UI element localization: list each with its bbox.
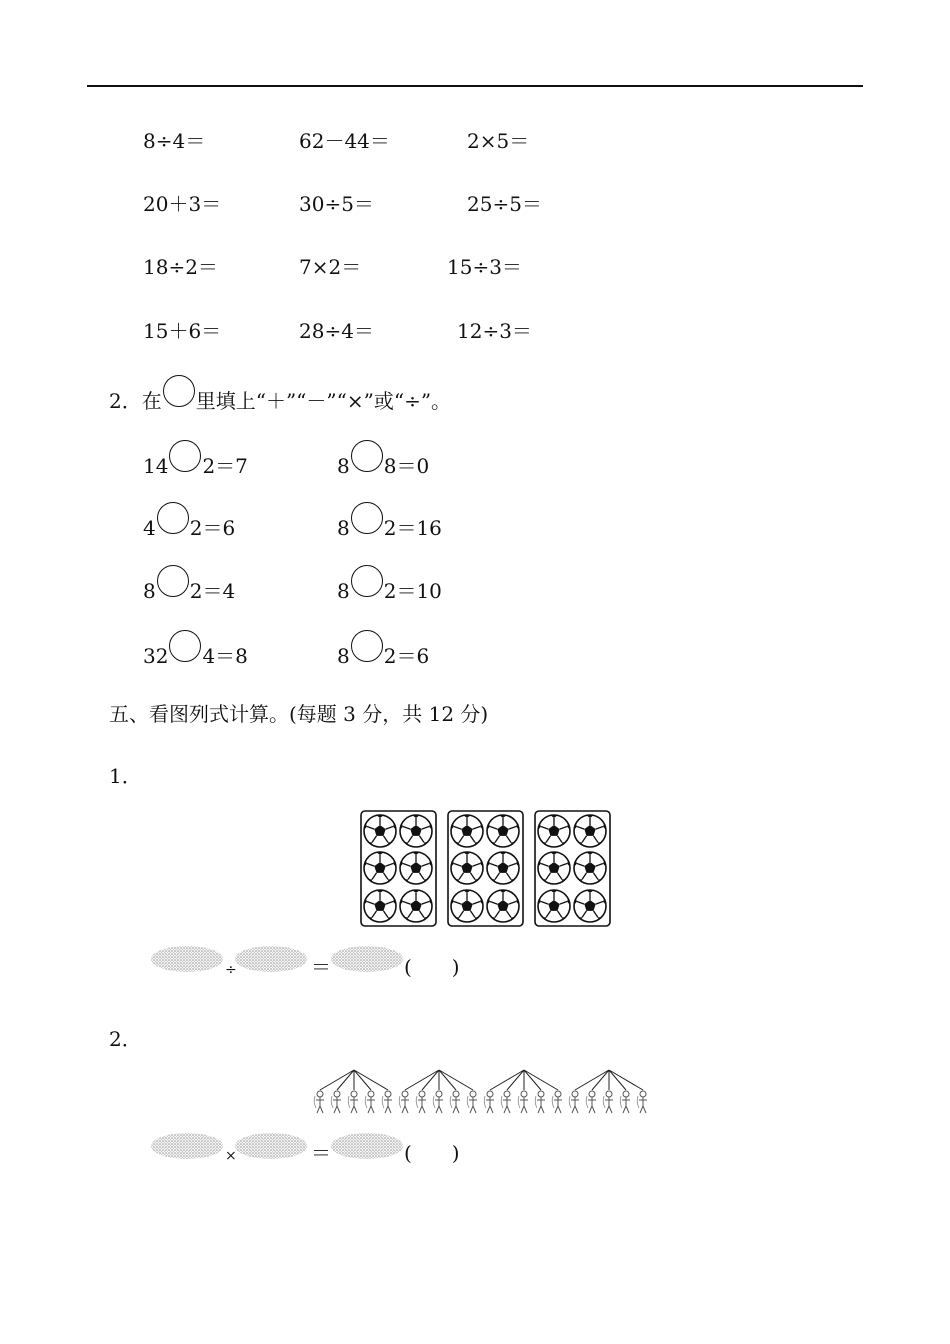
operator-blank[interactable]: [351, 565, 383, 597]
calc-item: 8÷4＝: [143, 129, 206, 153]
answer-parentheses[interactable]: ( ): [404, 1141, 460, 1165]
question-number: 2．: [109, 389, 142, 413]
section-heading: 五、看图列式计算。(每题 3 分，共 12 分): [109, 702, 489, 726]
calc-item: 18÷2＝: [143, 255, 218, 279]
fill-item: 8 2＝6: [337, 640, 429, 672]
operator-blank[interactable]: [169, 630, 201, 662]
blank-circle[interactable]: [163, 375, 195, 407]
answer-parentheses[interactable]: ( ): [404, 955, 460, 979]
equals-sign: ＝: [311, 1141, 331, 1165]
multiply-sign: ×: [225, 1148, 237, 1164]
fill-item: 8 2＝16: [337, 512, 442, 544]
problem-number: 2．: [109, 1027, 142, 1051]
calc-item: 25÷5＝: [467, 192, 542, 216]
answer-oval[interactable]: [150, 1131, 225, 1161]
calc-item: 2×5＝: [467, 129, 530, 153]
fill-item: 8 2＝4: [143, 575, 235, 607]
fill-item: 32 4＝8: [143, 640, 248, 672]
group-figure: [312, 1068, 662, 1118]
instruction-text: 里填上“＋”“－”“×”或“÷”。: [195, 389, 452, 413]
problem-number: 1．: [109, 764, 142, 788]
calc-item: 12÷3＝: [457, 319, 532, 343]
equals-sign: ＝: [311, 955, 331, 979]
header-rule: [87, 85, 863, 87]
fill-item: 8 8＝0: [337, 450, 429, 482]
operator-blank[interactable]: [157, 565, 189, 597]
divide-sign: ÷: [225, 962, 237, 978]
calc-item: 7×2＝: [299, 255, 362, 279]
instruction-text: 在: [141, 389, 162, 413]
fill-item: 14 2＝7: [143, 450, 248, 482]
operator-blank[interactable]: [351, 630, 383, 662]
operator-blank[interactable]: [351, 440, 383, 472]
calc-item: 28÷4＝: [299, 319, 374, 343]
operator-blank[interactable]: [169, 440, 201, 472]
answer-oval[interactable]: [234, 944, 309, 974]
answer-oval[interactable]: [150, 944, 225, 974]
calc-item: 62－44＝: [299, 129, 390, 153]
operator-blank[interactable]: [351, 502, 383, 534]
answer-oval[interactable]: [234, 1131, 309, 1161]
calc-item: 15＋6＝: [143, 319, 222, 343]
answer-oval[interactable]: [330, 1131, 405, 1161]
soccer-ball-figure: [360, 810, 614, 928]
calc-item: 20＋3＝: [143, 192, 222, 216]
fill-item: 8 2＝10: [337, 575, 442, 607]
calc-item: 30÷5＝: [299, 192, 374, 216]
answer-oval[interactable]: [330, 944, 405, 974]
calc-item: 15÷3＝: [447, 255, 522, 279]
question-2-instruction: [109, 385, 451, 417]
operator-blank[interactable]: [157, 502, 189, 534]
fill-item: 4 2＝6: [143, 512, 235, 544]
